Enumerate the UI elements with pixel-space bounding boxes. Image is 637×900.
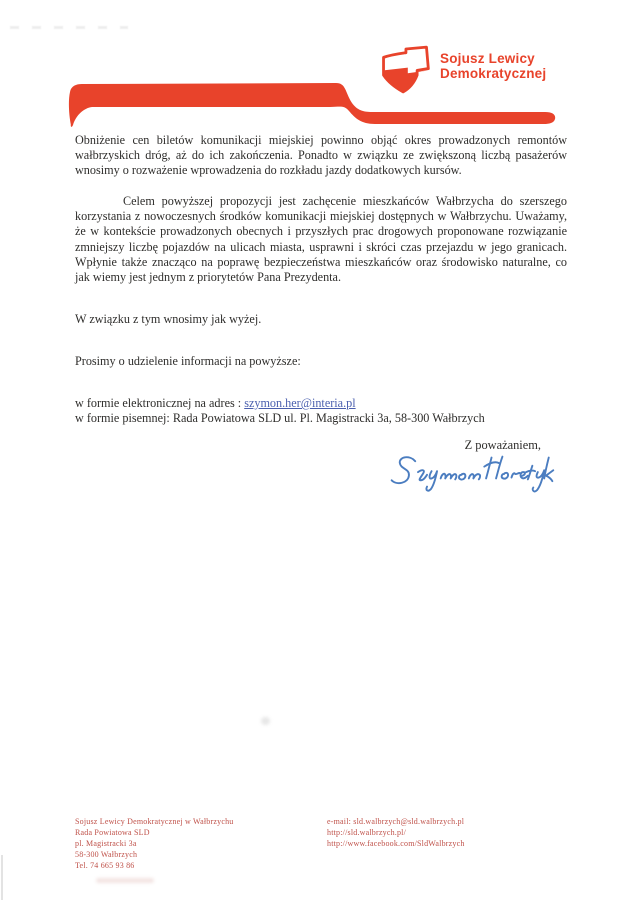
contact-electronic-line <box>75 396 567 411</box>
footer-phone: Tel. 74 665 93 86 <box>75 861 135 870</box>
footer-council: Rada Powiatowa SLD <box>75 828 150 837</box>
handwritten-signature <box>388 449 556 497</box>
paragraph-proposal-goal: Celem powyższej propozycji jest zachęcenie mieszkańców Wałbrzycha do szerszego korzystania z nowoczesnych środków komunikacji miejskiej dostępnych w Wałbrzychu. Uważamy, że w kontekście prowadzonych obecnych i przyszłych prac drogowych proponowane rozwiązanie zmniejszy liczbę pojazdów na ulicach miasta, usprawni i skróci czas przejazdu w jego granicach. Wpłynie także znacząco na poprawę bezpieczeństwa mieszkańców oraz środowisko naturalne, co jak wiemy jest jednym z priorytetów Pana Prezydenta. <box>75 194 567 284</box>
footer-website: http://sld.walbrzych.pl/ <box>327 828 407 837</box>
valediction: Z poważaniem, <box>464 438 541 452</box>
letter-body <box>75 133 567 426</box>
email-link: szymon.her@interia.pl <box>244 396 356 411</box>
footer-web-block <box>327 816 465 849</box>
footer-org-name: Sojusz Lewicy Demokratycznej w Wałbrzychu <box>75 817 234 826</box>
paragraph-ticket-prices: Obniżenie cen biletów komunikacji miejskiej powinno objąć okres prowadzonych remontów wałbrzyskich dróg, aż do ich zakończenia. Ponadto w związku ze zwiększoną liczbą pasażerów wnosimy o rozważenie wprowadzenia do rozkładu jazdy dodatkowych kursów. <box>75 133 567 178</box>
contact-written-line: w formie pisemnej: Rada Powiatowa SLD ul. Pl. Magistracki 3a, 58-300 Wałbrzych <box>75 411 485 426</box>
footer-city: 58-300 Wałbrzych <box>75 850 138 859</box>
red-ribbon-banner <box>58 79 566 129</box>
information-request-line: Prosimy o udzielenie informacji na powyższe: <box>75 353 301 368</box>
closing-request-line: W związku z tym wnosimy jak wyżej. <box>75 311 262 326</box>
scan-artifact <box>261 717 270 725</box>
footer-email: e-mail: sld.walbrzych@sld.walbrzych.pl <box>327 817 465 826</box>
logo-text-line1: Sojusz Lewicy <box>440 51 535 66</box>
scan-artifact <box>10 26 128 29</box>
logo-text-line2: Demokratycznej <box>440 66 547 81</box>
scan-artifact <box>1 855 3 900</box>
footer-address-block <box>75 816 233 871</box>
scan-artifact <box>96 878 154 883</box>
footer-street: pl. Magistracki 3a <box>75 839 137 848</box>
logo-wordmark <box>440 51 546 81</box>
contact-electronic-label: w formie elektronicznej na adres : <box>75 396 245 411</box>
footer-facebook: http://www.facebook.com/SldWalbrzych <box>327 839 465 848</box>
